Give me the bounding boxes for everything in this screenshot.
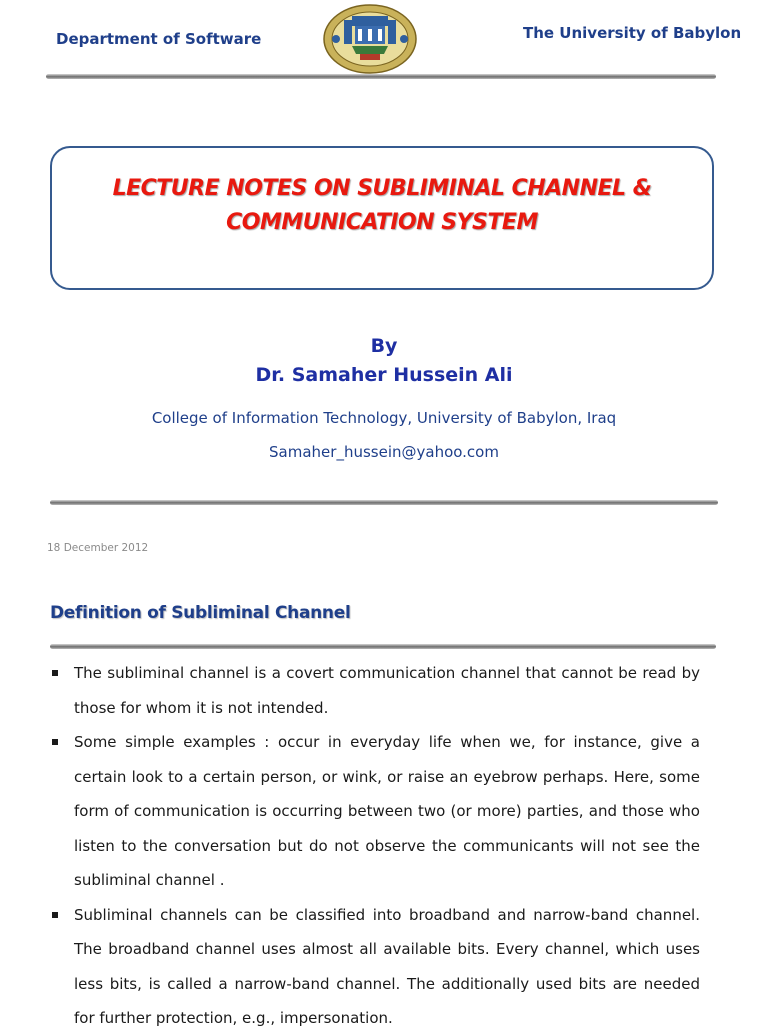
title-line-1: LECTURE NOTES ON SUBLIMINAL CHANNEL & [112, 176, 652, 201]
bullet-square-icon [52, 912, 58, 918]
list-item [50, 656, 700, 725]
bullet-square-icon [52, 739, 58, 745]
bullet-text: Subliminal channels can be classified into broadband and narrow-band channel. The broadband channel uses almost all available bits. Every channel, which uses less bits, is called a narrow-band channel. The additionally used bits are needed for further protection, e.g., impersonation. [74, 905, 700, 1027]
university-label: The University of Babylon [523, 24, 742, 42]
author-name: Dr. Samaher Hussein Ali [255, 364, 513, 386]
header-divider [46, 74, 716, 79]
lecture-title [52, 172, 712, 240]
affiliation: College of Information Technology, University of Babylon, Iraq [151, 409, 617, 427]
bullet-text: Some simple examples : occur in everyday life when we, for instance, give a certain look to a certain person, or wink, or raise an eyebrow perhaps. Here, some form of communication is occurring between two (or more) parties, and those who listen to the conversation but do not observe the communicants will not see the subliminal channel . [74, 733, 700, 889]
section-heading: Definition of Subliminal Channel [50, 603, 351, 623]
title-box [50, 146, 714, 290]
title-line-2: COMMUNICATION SYSTEM [226, 210, 538, 235]
university-seal-icon [322, 2, 418, 74]
bullet-list [50, 656, 700, 1036]
list-item [50, 898, 700, 1036]
department-label: Department of Software [56, 30, 262, 48]
section-divider [50, 644, 716, 649]
date-label: 18 December 2012 [47, 542, 149, 554]
by-label: By [370, 335, 398, 357]
bullet-square-icon [52, 670, 58, 676]
bullet-text: The subliminal channel is a covert communication channel that cannot be read by those for whom it is not intended. [74, 664, 700, 717]
byline-divider [50, 500, 718, 505]
list-item [50, 725, 700, 898]
author-email: Samaher_hussein@yahoo.com [269, 443, 499, 461]
